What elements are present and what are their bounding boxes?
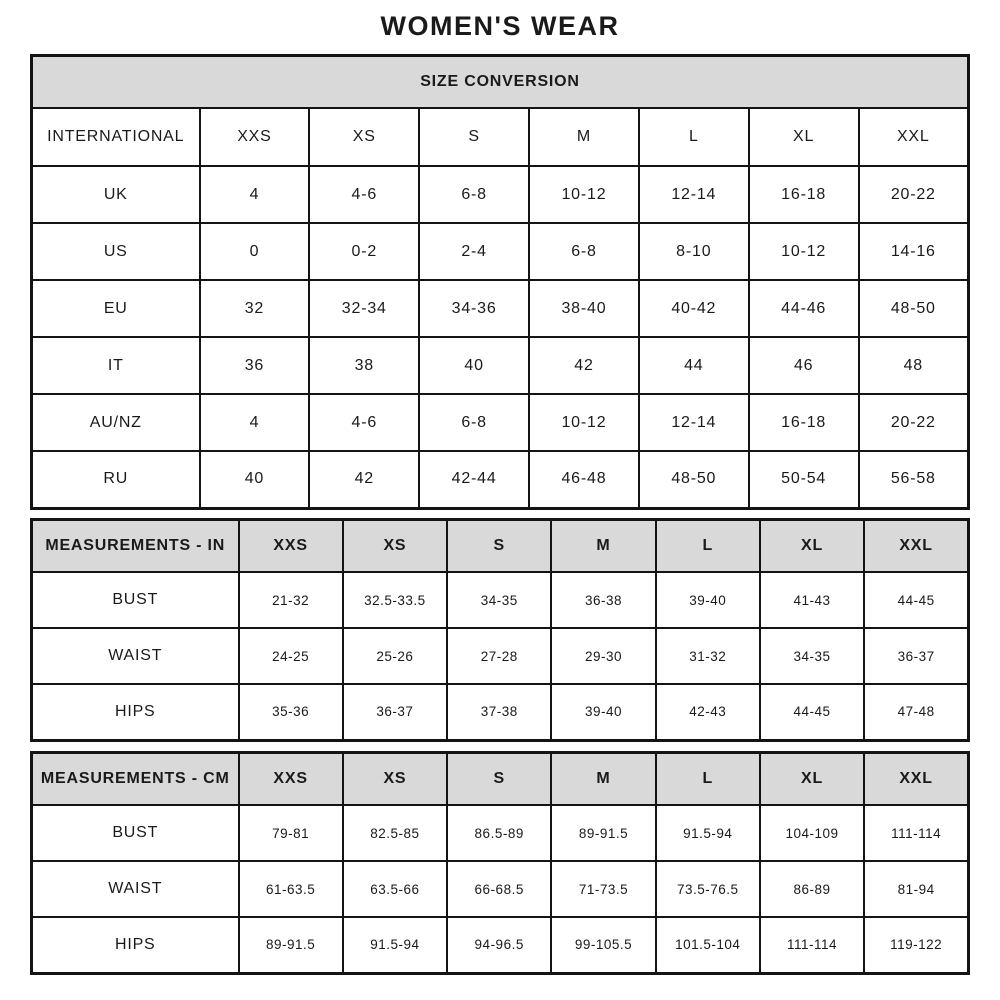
value-cell: 29-30 [551, 628, 655, 684]
value-cell: 14-16 [859, 223, 969, 280]
row-label: WAIST [32, 628, 239, 684]
table-row [32, 451, 969, 508]
value-cell: 6-8 [529, 223, 639, 280]
value-cell: 71-73.5 [551, 861, 655, 917]
value-cell: 48 [859, 337, 969, 394]
value-cell: 44-46 [749, 280, 859, 337]
value-cell: 42-44 [419, 451, 529, 508]
size-column-header: XXL [864, 752, 968, 805]
value-cell: 20-22 [859, 166, 969, 223]
row-label: WAIST [32, 861, 239, 917]
size-column-header: XS [343, 519, 447, 572]
value-cell: 50-54 [749, 451, 859, 508]
value-cell: 99-105.5 [551, 917, 655, 973]
value-cell: 16-18 [749, 394, 859, 451]
value-cell: 46 [749, 337, 859, 394]
table-row [32, 337, 969, 394]
table-row [32, 684, 969, 740]
value-cell: 111-114 [864, 805, 968, 861]
page-title: WOMEN'S WEAR [380, 11, 620, 41]
size-column-header: XXL [864, 519, 968, 572]
value-cell: 39-40 [551, 684, 655, 740]
value-cell: 32 [200, 280, 310, 337]
row-label: HIPS [32, 917, 239, 973]
measurements-cm-title: MEASUREMENTS - CM [32, 752, 239, 805]
value-cell: 48-50 [639, 451, 749, 508]
value-cell: 89-91.5 [239, 917, 343, 973]
value-cell: 6-8 [419, 394, 529, 451]
value-cell: 4-6 [309, 166, 419, 223]
size-column-header: M [551, 519, 655, 572]
size-column-header: S [447, 752, 551, 805]
value-cell: 12-14 [639, 166, 749, 223]
size-column-header: M [529, 108, 639, 166]
row-label: RU [32, 451, 200, 508]
size-column-header: XL [760, 519, 864, 572]
size-column-header: XXL [859, 108, 969, 166]
measurements-cm-table [30, 751, 970, 975]
value-cell: 44-45 [864, 572, 968, 628]
table-row [32, 805, 969, 861]
value-cell: 91.5-94 [343, 917, 447, 973]
row-label: BUST [32, 572, 239, 628]
size-column-header: S [447, 519, 551, 572]
measurements-cm-body [32, 805, 969, 973]
size-column-header: S [419, 108, 529, 166]
value-cell: 4 [200, 394, 310, 451]
value-cell: 47-48 [864, 684, 968, 740]
value-cell: 34-35 [447, 572, 551, 628]
value-cell: 27-28 [447, 628, 551, 684]
value-cell: 32-34 [309, 280, 419, 337]
value-cell: 42 [309, 451, 419, 508]
value-cell: 44-45 [760, 684, 864, 740]
value-cell: 86.5-89 [447, 805, 551, 861]
table-row [32, 572, 969, 628]
value-cell: 40-42 [639, 280, 749, 337]
value-cell: 4-6 [309, 394, 419, 451]
table-gap [30, 510, 970, 518]
table-row [32, 223, 969, 280]
value-cell: 91.5-94 [656, 805, 760, 861]
value-cell: 41-43 [760, 572, 864, 628]
value-cell: 38-40 [529, 280, 639, 337]
table-row [32, 394, 969, 451]
size-conversion-header-row [32, 56, 969, 109]
measurements-in-header-row [32, 519, 969, 572]
value-cell: 39-40 [656, 572, 760, 628]
value-cell: 46-48 [529, 451, 639, 508]
value-cell: 111-114 [760, 917, 864, 973]
value-cell: 56-58 [859, 451, 969, 508]
value-cell: 37-38 [447, 684, 551, 740]
value-cell: 86-89 [760, 861, 864, 917]
row-label: UK [32, 166, 200, 223]
value-cell: 104-109 [760, 805, 864, 861]
row-label: EU [32, 280, 200, 337]
value-cell: 81-94 [864, 861, 968, 917]
value-cell: 66-68.5 [447, 861, 551, 917]
row-label: BUST [32, 805, 239, 861]
value-cell: 73.5-76.5 [656, 861, 760, 917]
size-column-header: XXS [200, 108, 310, 166]
row-label: IT [32, 337, 200, 394]
size-column-header: L [639, 108, 749, 166]
value-cell: 44 [639, 337, 749, 394]
value-cell: 24-25 [239, 628, 343, 684]
size-conversion-title: SIZE CONVERSION [32, 56, 969, 109]
table-row [32, 280, 969, 337]
value-cell: 89-91.5 [551, 805, 655, 861]
value-cell: 94-96.5 [447, 917, 551, 973]
value-cell: 82.5-85 [343, 805, 447, 861]
value-cell: 38 [309, 337, 419, 394]
value-cell: 6-8 [419, 166, 529, 223]
row-label: HIPS [32, 684, 239, 740]
value-cell: 10-12 [529, 394, 639, 451]
size-column-header: L [656, 519, 760, 572]
measurements-cm-header-row [32, 752, 969, 805]
value-cell: 10-12 [749, 223, 859, 280]
value-cell: 63.5-66 [343, 861, 447, 917]
measurements-in-body [32, 572, 969, 740]
table-gap [30, 742, 970, 751]
value-cell: 48-50 [859, 280, 969, 337]
value-cell: 0-2 [309, 223, 419, 280]
value-cell: 10-12 [529, 166, 639, 223]
value-cell: 32.5-33.5 [343, 572, 447, 628]
value-cell: 2-4 [419, 223, 529, 280]
value-cell: 20-22 [859, 394, 969, 451]
row-label: AU/NZ [32, 394, 200, 451]
measurements-in-title: MEASUREMENTS - IN [32, 519, 239, 572]
value-cell: 36 [200, 337, 310, 394]
table-row [32, 628, 969, 684]
value-cell: 21-32 [239, 572, 343, 628]
value-cell: 4 [200, 166, 310, 223]
size-column-header: L [656, 752, 760, 805]
value-cell: 101.5-104 [656, 917, 760, 973]
value-cell: 16-18 [749, 166, 859, 223]
size-conversion-table [30, 54, 970, 510]
value-cell: 34-35 [760, 628, 864, 684]
size-column-header: XXS [239, 519, 343, 572]
value-cell: 61-63.5 [239, 861, 343, 917]
size-column-header: XL [749, 108, 859, 166]
value-cell: 119-122 [864, 917, 968, 973]
size-conversion-body [32, 166, 969, 508]
value-cell: 8-10 [639, 223, 749, 280]
value-cell: 34-36 [419, 280, 529, 337]
size-column-header: INTERNATIONAL [32, 108, 200, 166]
value-cell: 42-43 [656, 684, 760, 740]
size-column-header: XS [309, 108, 419, 166]
value-cell: 40 [419, 337, 529, 394]
table-row [32, 861, 969, 917]
size-column-header: M [551, 752, 655, 805]
value-cell: 36-37 [864, 628, 968, 684]
size-conversion-column-header-row [32, 108, 969, 166]
table-row [32, 917, 969, 973]
size-column-header: XXS [239, 752, 343, 805]
measurements-in-table [30, 518, 970, 742]
value-cell: 25-26 [343, 628, 447, 684]
value-cell: 12-14 [639, 394, 749, 451]
value-cell: 0 [200, 223, 310, 280]
row-label: US [32, 223, 200, 280]
size-column-header: XL [760, 752, 864, 805]
value-cell: 31-32 [656, 628, 760, 684]
value-cell: 36-38 [551, 572, 655, 628]
value-cell: 35-36 [239, 684, 343, 740]
value-cell: 79-81 [239, 805, 343, 861]
table-row [32, 166, 969, 223]
value-cell: 36-37 [343, 684, 447, 740]
value-cell: 40 [200, 451, 310, 508]
size-column-header: XS [343, 752, 447, 805]
value-cell: 42 [529, 337, 639, 394]
